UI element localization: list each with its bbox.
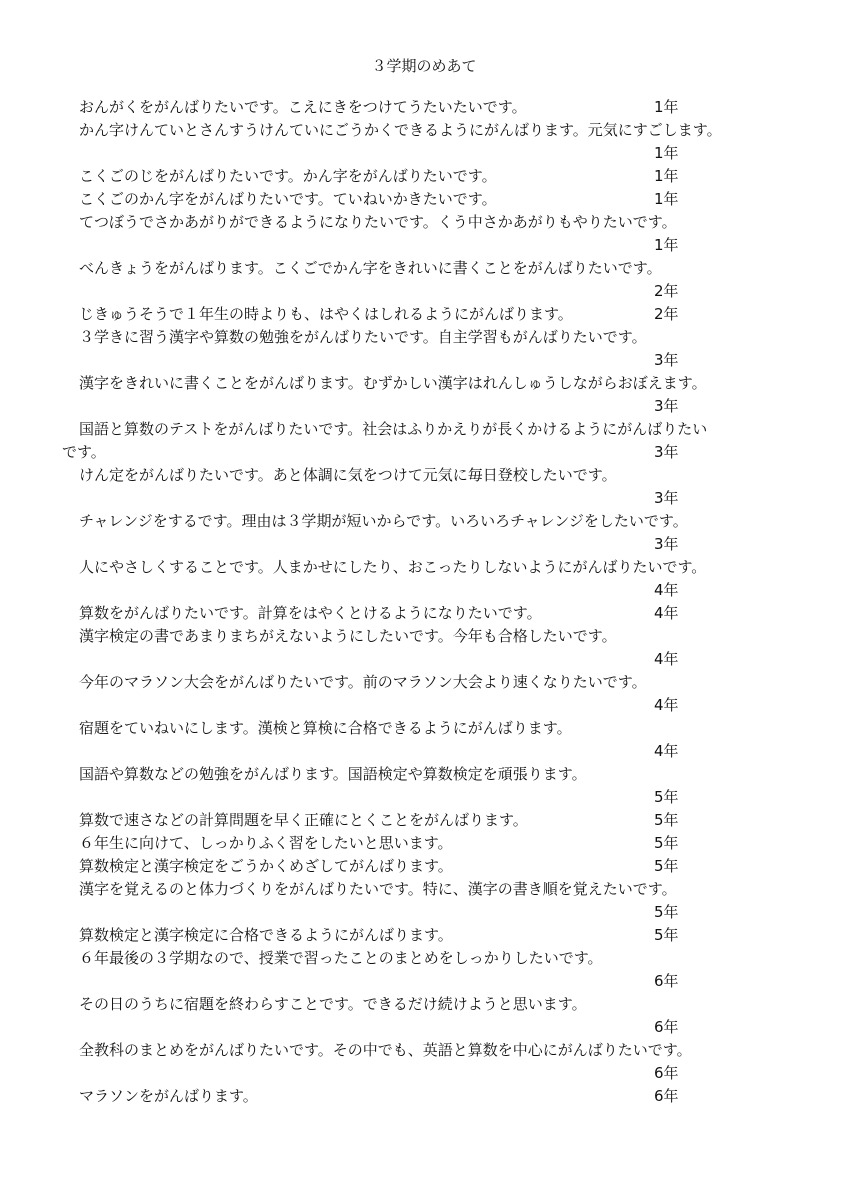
goal-line: [0, 970, 848, 993]
goal-text: 全教科のまとめをがんばりたいです。その中でも、英語と算数を中心にがんばりたいです。: [79, 1041, 692, 1059]
grade-label: 3年: [654, 397, 679, 415]
grade-label: 5年: [654, 811, 679, 829]
goal-line: [0, 763, 848, 786]
goal-line: [0, 487, 848, 510]
grade-label: 1年: [654, 144, 679, 162]
goal-line: [0, 119, 848, 142]
goal-text: 今年のマラソン大会をがんばりたいです。前のマラソン大会より速くなりたいです。: [79, 673, 647, 691]
grade-label: 3年: [654, 489, 679, 507]
grade-label: 1年: [654, 98, 679, 116]
goal-list: [0, 96, 848, 1108]
grade-label: 6年: [654, 1018, 679, 1036]
goal-line: [0, 464, 848, 487]
goal-text: 国語や算数などの勉強をがんばります。国語検定や算数検定を頑張ります。: [79, 765, 587, 783]
grade-label: 2年: [654, 282, 679, 300]
grade-label: 5年: [654, 926, 679, 944]
grade-label: 4年: [654, 742, 679, 760]
goal-line: [0, 1085, 848, 1108]
grade-label: 5年: [654, 857, 679, 875]
grade-label: 1年: [654, 167, 679, 185]
goal-text: 漢字を覚えるのと体力づくりをがんばりたいです。特に、漢字の書き順を覚えたいです。: [79, 880, 677, 898]
goal-line: [0, 855, 848, 878]
goal-line: [0, 303, 848, 326]
goal-line: [0, 257, 848, 280]
goal-line: [0, 671, 848, 694]
goal-line: [0, 694, 848, 717]
goal-line: [0, 924, 848, 947]
goal-line: [0, 280, 848, 303]
goal-line: [0, 786, 848, 809]
goal-text: じきゅうそうで１年生の時よりも、はやくはしれるようにがんばります。: [79, 305, 573, 323]
goal-text: ６年生に向けて、しっかりふく習をしたいと思います。: [79, 834, 453, 852]
grade-label: 4年: [654, 650, 679, 668]
grade-label: 5年: [654, 788, 679, 806]
goal-text: 算数検定と漢字検定に合格できるようにがんばります。: [79, 926, 453, 944]
grade-label: 3年: [654, 351, 679, 369]
goal-text: マラソンをがんばります。: [79, 1087, 258, 1105]
goal-line: [0, 326, 848, 349]
goal-text: てつぼうでさかあがりができるようになりたいです。くう中さかあがりもやりたいです。: [79, 213, 677, 231]
grade-label: 4年: [654, 581, 679, 599]
goal-line: [0, 418, 848, 441]
goal-line: [0, 165, 848, 188]
goal-line: [0, 556, 848, 579]
goal-text: べんきょうをがんばります。こくごでかん字をきれいに書くことをがんばりたいです。: [79, 259, 662, 277]
goal-text: 漢字検定の書であまりまちがえないようにしたいです。今年も合格したいです。: [79, 627, 617, 645]
goal-text: かん字けんていとさんすうけんていにごうかくできるようにがんばります。元気にすごします。: [79, 121, 722, 139]
goal-line: [0, 441, 848, 464]
goal-line: [0, 717, 848, 740]
goal-line: [0, 1039, 848, 1062]
goal-text: その日のうちに宿題を終わらすことです。できるだけ続けようと思います。: [79, 995, 587, 1013]
grade-label: 4年: [654, 604, 679, 622]
goal-line: [0, 993, 848, 1016]
goal-text: ６年最後の３学期なので、授業で習ったことのまとめをしっかりしたいです。: [79, 949, 603, 967]
goal-line: [0, 901, 848, 924]
goal-line: [0, 372, 848, 395]
goal-text: 国語と算数のテストをがんばりたいです。社会はふりかえりが長くかけるようにがんばりたい: [79, 420, 708, 438]
goal-line: [0, 602, 848, 625]
goal-text: チャレンジをするです。理由は３学期が短いからです。いろいろチャレンジをしたいです。: [79, 512, 688, 530]
goal-text: ３学きに習う漢字や算数の勉強をがんばりたいです。自主学習もがんばりたいです。: [79, 328, 647, 346]
goal-line: [0, 533, 848, 556]
grade-label: 5年: [654, 903, 679, 921]
goal-line: [0, 395, 848, 418]
goal-text: です。: [62, 443, 106, 461]
goal-line: [0, 625, 848, 648]
goal-text: おんがくをがんばりたいです。こえにきをつけてうたいたいです。: [79, 98, 527, 116]
goal-line: [0, 211, 848, 234]
goal-text: 宿題をていねいにします。漢検と算検に合格できるようにがんばります。: [79, 719, 572, 737]
goal-line: [0, 234, 848, 257]
goal-line: [0, 648, 848, 671]
goal-line: [0, 188, 848, 211]
goal-text: 漢字をきれいに書くことをがんばります。むずかしい漢字はれんしゅうしながらおぼえます。: [79, 374, 707, 392]
goal-line: [0, 579, 848, 602]
grade-label: 2年: [654, 305, 679, 323]
goal-text: 算数検定と漢字検定をごうかくめざしてがんばります。: [79, 857, 453, 875]
goal-line: [0, 96, 848, 119]
goal-text: けん定をがんばりたいです。あと体調に気をつけて元気に毎日登校したいです。: [79, 466, 617, 484]
goal-line: [0, 1062, 848, 1085]
grade-label: 6年: [654, 1087, 679, 1105]
goal-text: 人にやさしくすることです。人まかせにしたり、おこったりしないようにがんばりたいです。: [79, 558, 707, 576]
goal-text: 算数で速さなどの計算問題を早く正確にとくことをがんばります。: [79, 811, 528, 829]
grade-label: 6年: [654, 972, 679, 990]
goal-line: [0, 1016, 848, 1039]
grade-label: 1年: [654, 190, 679, 208]
goal-text: こくごのじをがんばりたいです。かん字をがんばりたいです。: [79, 167, 497, 185]
goal-line: [0, 809, 848, 832]
goal-line: [0, 142, 848, 165]
grade-label: 5年: [654, 834, 679, 852]
goal-line: [0, 878, 848, 901]
grade-label: 3年: [654, 443, 679, 461]
page-title: ３学期のめあて: [371, 57, 477, 75]
goal-text: 算数をがんばりたいです。計算をはやくとけるようになりたいです。: [79, 604, 542, 622]
grade-label: 3年: [654, 535, 679, 553]
goal-text: こくごのかん字をがんばりたいです。ていねいかきたいです。: [79, 190, 497, 208]
goal-line: [0, 832, 848, 855]
goal-line: [0, 510, 848, 533]
goal-line: [0, 947, 848, 970]
goal-line: [0, 349, 848, 372]
grade-label: 4年: [654, 696, 679, 714]
grade-label: 1年: [654, 236, 679, 254]
goal-line: [0, 740, 848, 763]
grade-label: 6年: [654, 1064, 679, 1082]
